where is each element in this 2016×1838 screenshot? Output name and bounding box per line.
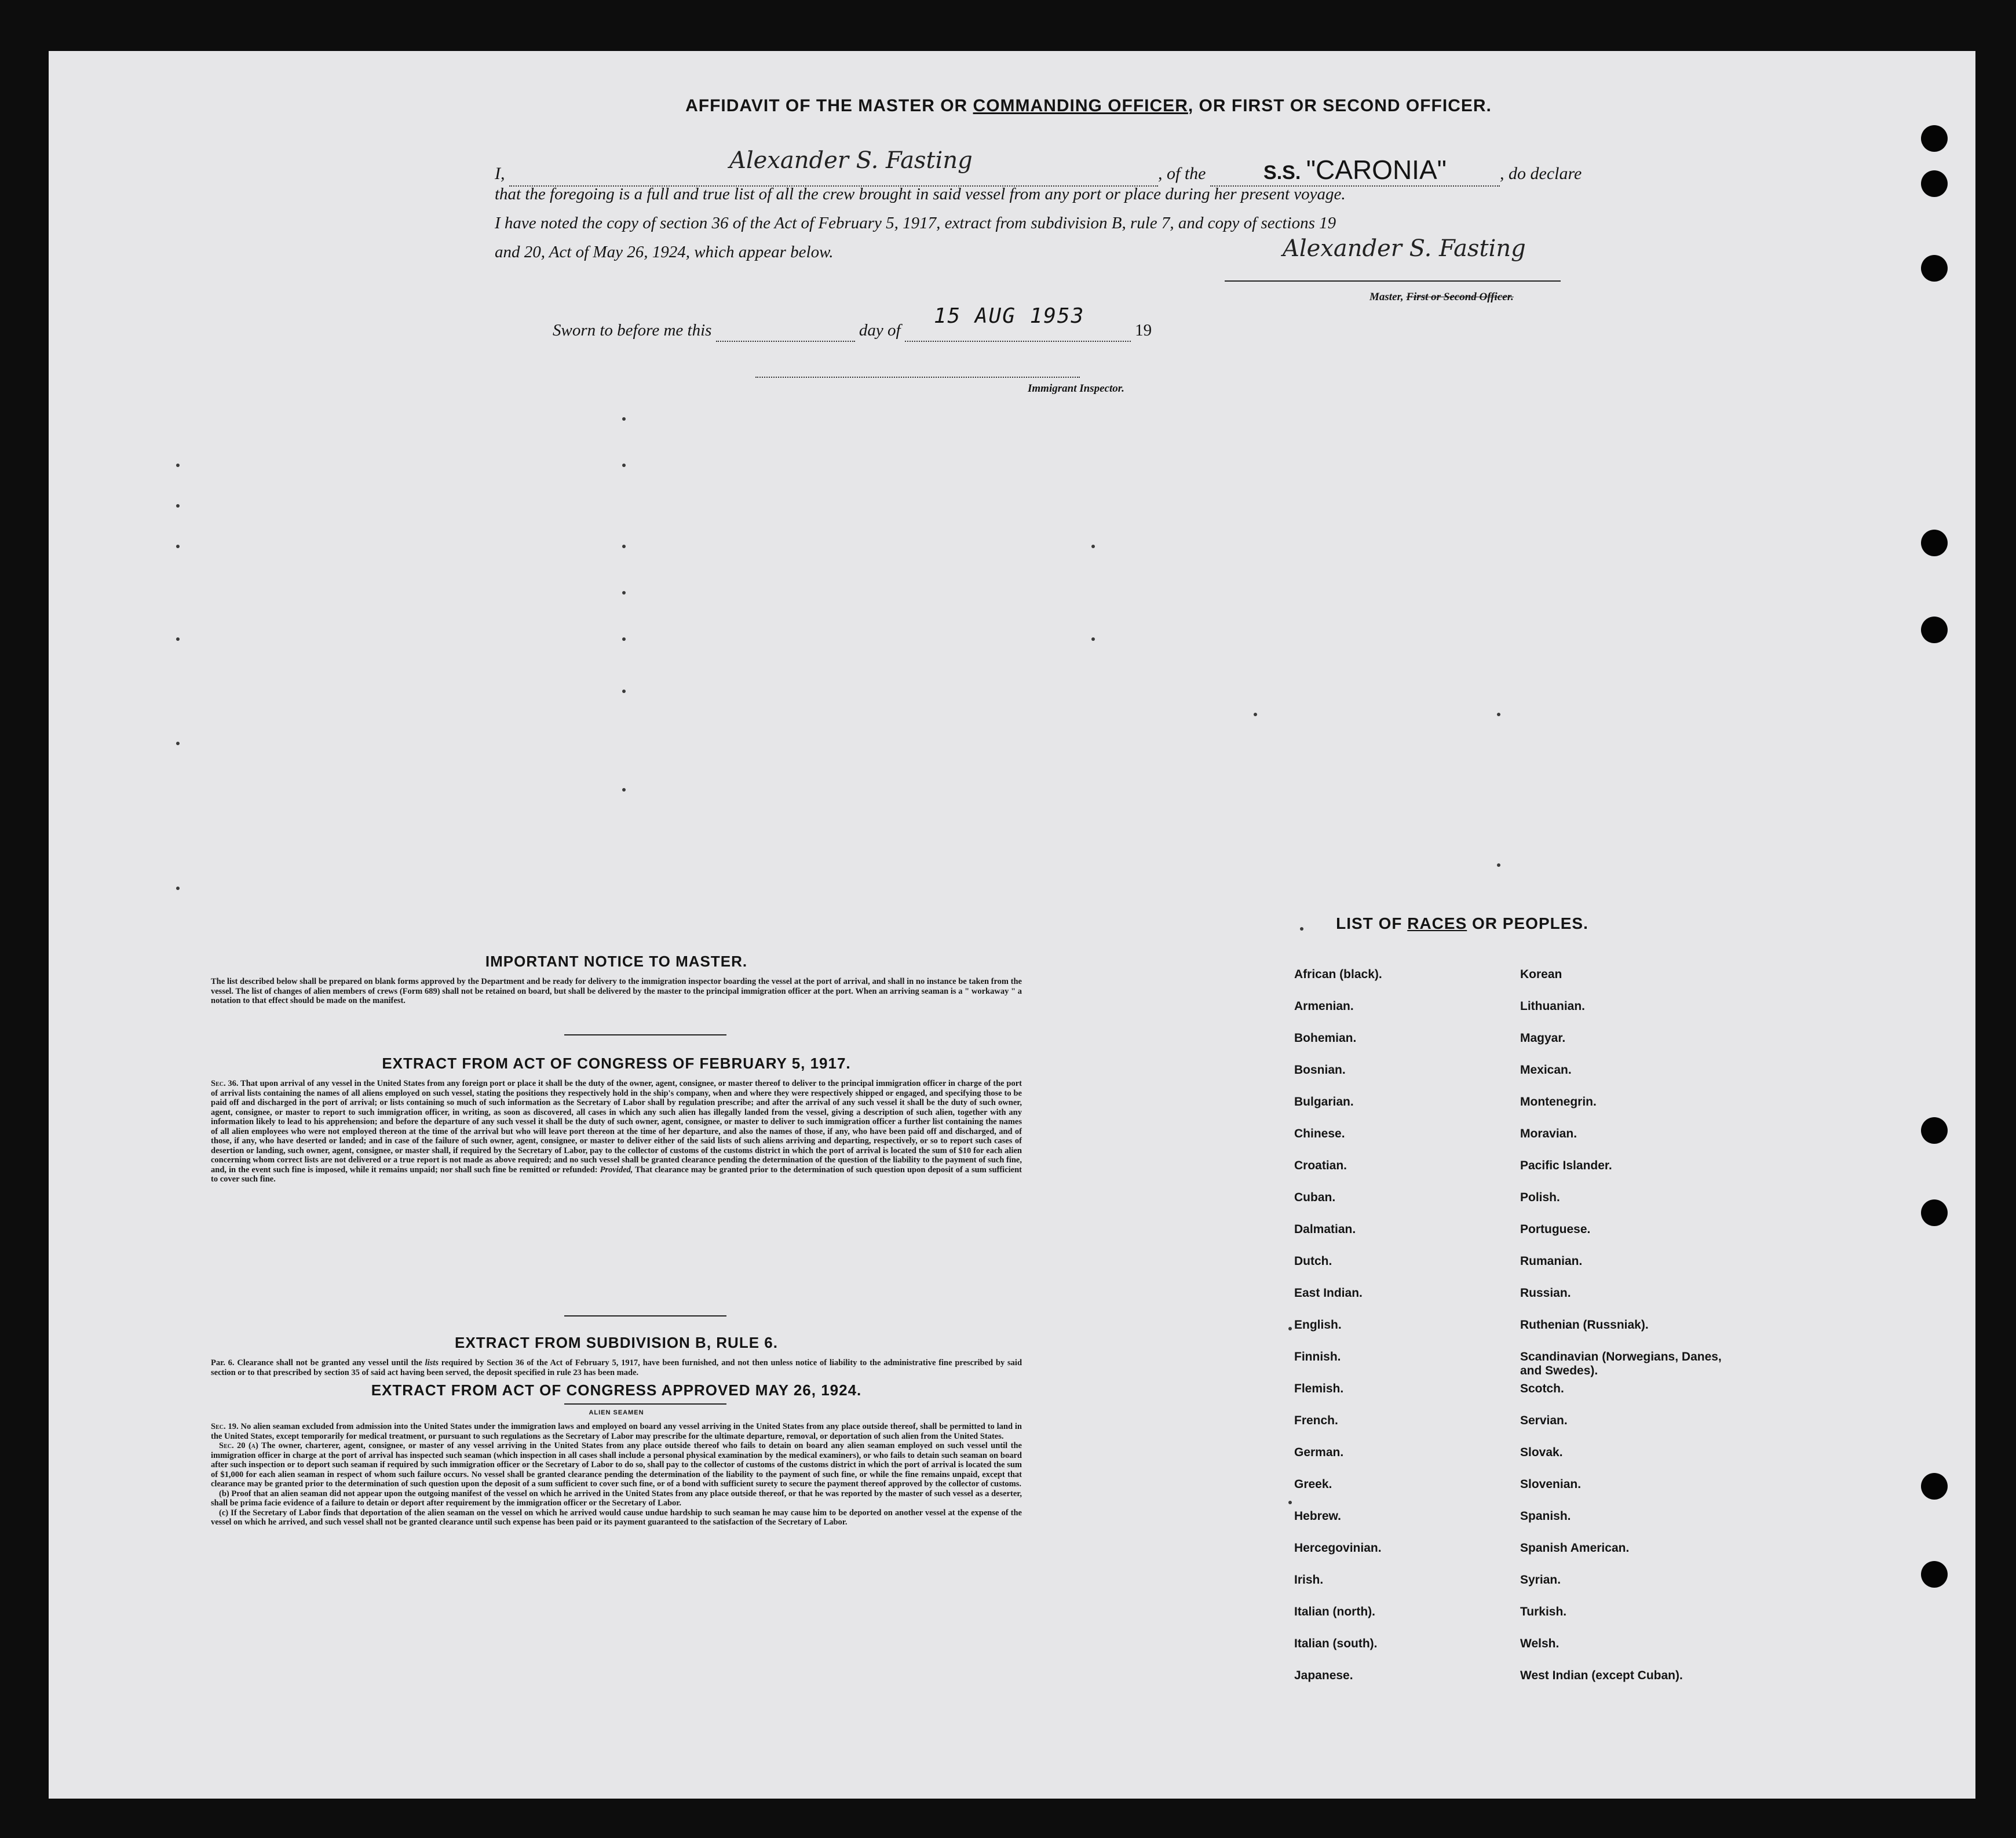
section-label: Sec. 19. [211,1422,239,1431]
i-prefix: I, [495,164,505,183]
stray-dot [622,417,626,421]
master-signature-bottom: Alexander S. Fasting [1283,235,1526,262]
race-item: Chinese. [1294,1127,1345,1140]
sworn-date-field [905,304,1131,342]
races-title [1312,914,1613,933]
clause-label: (b) [219,1489,229,1498]
race-item: Polish. [1520,1191,1560,1204]
race-item: Magyar. [1520,1031,1566,1045]
extract-1917-text [211,1079,1022,1184]
punch-hole [1921,1473,1948,1500]
section-body: No alien seaman excluded from admission into the United States under the immigration laws and employed on board any vessel arriving in the United States from any place outside thereof, shall be permitted to land in the United States, except temporarily for medical treatment, or pursuant to such regulations as the Secretary of Labor may prescribe for the ultimate departure, removal, or deportation of such alien from the United States. [211,1422,1022,1441]
stray-dot [176,887,180,890]
lists-word: lists [425,1358,439,1367]
race-item: Mexican. [1520,1063,1572,1077]
master-caption-text: Master, [1369,291,1404,303]
stray-dot [622,464,626,467]
race-item: Italian (north). [1294,1605,1375,1618]
races-title-part: OR PEOPLES. [1467,914,1588,932]
race-item: Pacific Islander. [1520,1159,1612,1172]
extract-1924-text [211,1422,1022,1527]
year-suffix: 19 [1135,321,1152,340]
race-item: Scandinavian (Norwegians, Danes, and Swedes). [1520,1350,1722,1377]
proviso-word: Provided, [600,1165,633,1175]
race-item: West Indian (except Cuban). [1520,1669,1683,1682]
race-item: German. [1294,1446,1344,1459]
section-divider [564,1034,726,1035]
race-item: Turkish. [1520,1605,1567,1618]
race-item: Dalmatian. [1294,1223,1356,1236]
punch-hole [1921,1199,1948,1226]
race-item: Italian (south). [1294,1637,1378,1650]
clause-label: (c) [219,1508,229,1518]
race-item: Moravian. [1520,1127,1577,1140]
manifest-back-page [49,51,1975,1799]
of-the-label: , of the [1158,164,1206,183]
race-item: Irish. [1294,1573,1324,1587]
race-item: Servian. [1520,1414,1568,1427]
par-text-b: required by Section 36 of the Act of February 5, 1917, have been furnished, and not then unless notice of liability to the administrative fine prescribed by said section or to that prescribed by section 35 of said act having been served, the deposit specified in rule 23 has been made. [211,1358,1022,1377]
race-item: Greek. [1294,1478,1332,1491]
affidavit-body-line: I have noted the copy of section 36 of the Act of February 5, 1917, extract from subdivision B, rule 7, and copy of sections 19 [495,214,1336,232]
ship-prefix: S.S. [1263,162,1301,184]
master-signature-top: Alexander S. Fasting [729,147,973,174]
race-item: Spanish American. [1520,1541,1630,1555]
stray-dot [176,637,180,641]
races-title-underlined: RACES [1407,914,1467,932]
stray-dot [622,591,626,595]
section-20a-paragraph [211,1441,1022,1489]
punch-hole [1921,125,1948,152]
race-item: Dutch. [1294,1254,1332,1268]
race-item: Rumanian. [1520,1254,1583,1268]
stray-dot [176,545,180,548]
race-item: Montenegrin. [1520,1095,1597,1108]
stray-dot [1288,1327,1292,1330]
race-item: Cuban. [1294,1191,1336,1204]
race-item: Bosnian. [1294,1063,1346,1077]
race-item: Portuguese. [1520,1223,1591,1236]
stray-dot [1091,637,1095,641]
race-item: Finnish. [1294,1350,1341,1363]
punch-hole [1921,1117,1948,1144]
race-item: Russian. [1520,1286,1571,1300]
affidavit-title-part: , OR FIRST OR SECOND OFFICER. [1188,96,1492,115]
sworn-line [553,304,1306,342]
sworn-day-field [716,322,855,342]
master-caption [1369,291,1514,304]
race-item: Syrian. [1520,1573,1561,1587]
extract-1924-title: EXTRACT FROM ACT OF CONGRESS APPROVED MAY 26, 1924. [371,1381,862,1399]
affidavit-title-underlined: COMMANDING OFFICER [973,96,1188,115]
race-item: Slovak. [1520,1446,1563,1459]
notice-text: The list described below shall be prepared on blank forms approved by the Department and be ready for delivery to the immigration inspector boarding the vessel at the port of arrival, and shall in no instance be taken from the vessel. The list of changes of alien members of crews (Form 689) shall not be retained on board, but shall be delivered by the master to the principal immigration officer at the port. When an arriving seaman is a " workaway " a notation to that effect should be made on the manifest. [211,977,1022,1005]
section-divider [564,1403,726,1405]
affidavit-title-part: AFFIDAVIT OF THE MASTER OR [685,96,973,115]
stray-dot [1300,927,1303,931]
punch-hole [1921,530,1948,556]
race-item: Spanish. [1520,1509,1571,1523]
affidavit-body-line: and 20, Act of May 26, 1924, which appear below. [495,243,834,261]
races-right-column [1520,968,1763,1701]
race-item: Welsh. [1520,1637,1560,1650]
punch-hole [1921,617,1948,643]
section-19-paragraph [211,1422,1022,1441]
stray-dot [622,545,626,548]
section-body: If the Secretary of Labor finds that deportation of the alien seaman on the vessel on which he arrived would cause undue hardship to such seaman he may cause him to be deported on another vessel at the expense of the vessel on which he arrived, and such vessel shall not be granted clearance until such expense has been paid or its payment guaranteed to the satisfaction of the Secretary of Labor. [211,1508,1022,1527]
stray-dot [622,637,626,641]
section-20c-paragraph [211,1508,1022,1527]
section-20b-paragraph [211,1489,1022,1508]
race-item: Bulgarian. [1294,1095,1354,1108]
section-label: Sec. 36. [211,1079,239,1088]
extract-1917-title: EXTRACT FROM ACT OF CONGRESS OF FEBRUARY 5, 1917. [382,1055,851,1072]
section-divider [564,1315,726,1316]
race-item: French. [1294,1414,1338,1427]
race-item: Bohemian. [1294,1031,1357,1045]
stray-dot [176,464,180,467]
race-item: East Indian. [1294,1286,1363,1300]
stray-dot [176,742,180,745]
section-body: That upon arrival of any vessel in the United States from any foreign port or place it shall be the duty of the owner, agent, consignee, or master thereof to deliver to the principal immigration officer in charge of the port of arrival lists containing the names of all aliens employed on such vessel, stating the positions they respectively hold in the ship's company, when and where they were respectively shipped or engaged, and specifying those to be paid off and discharged in the port of arrival; or lists containing so much of such information as the Secretary of Labor shall by regulation prescribe; and after the arrival of any such vessel it shall be the duty of such owner, agent, consignee, or master to report to such immigration officer, in writing, as soon as discovered, all cases in which any such alien has illegally landed from the vessel, giving a description of such alien, together with any information likely to lead to his apprehension; and before the departure of any such vessel it shall be the duty of such owner, agent, consignee, or master to deliver to such immigration officer a further list containing the names of all alien employees who were not employed thereon at the time of the arrival but who will leave port thereon at the time of her departure, and also the names of those, if any, who have been paid off and discharged, and of those, if any, who have deserted or landed; and in case of the failure of such owner, agent, consignee, or master to deliver either of the said lists of such aliens arriving and departing, respectively, or so to report such cases of desertion or landing, such owner, agent, consignee, or master shall, if required by the Secretary of Labor, pay to the collector of customs of the customs district in which the port of arrival is located the sum of $10 for each alien concerning whom correct lists are not delivered or a true report is not made as above required; and no such vessel shall be granted clearance pending the determination of the question of the liability to the payment of such fine, and, in the event such fine is imposed, while it remains unpaid; nor shall such fine be remitted or refunded: [211,1079,1022,1175]
alien-seamen-subhead: ALIEN SEAMEN [589,1409,644,1416]
race-item: Hercegovinian. [1294,1541,1382,1555]
struck-officer-text: First or Second Officer. [1406,291,1514,303]
punch-hole [1921,255,1948,282]
signature-line [1225,280,1561,282]
race-item: African (black). [1294,968,1382,981]
race-item: English. [1294,1318,1342,1332]
inspector-caption: Immigrant Inspector. [1028,382,1124,395]
stray-dot [622,788,626,792]
section-label: Sec. 20 (a) [219,1441,258,1450]
ship-name: "CARONIA" [1306,155,1447,185]
races-left-column [1294,968,1382,1701]
race-item: Croatian. [1294,1159,1347,1172]
race-item: Hebrew. [1294,1509,1341,1523]
race-item: Lithuanian. [1520,1000,1585,1013]
sworn-prefix: Sworn to before me this [553,321,712,340]
race-item: Ruthenian (Russniak). [1520,1318,1649,1332]
stray-dot [1288,1501,1292,1504]
subdivision-b-text [211,1358,1022,1377]
notice-title: IMPORTANT NOTICE TO MASTER. [485,953,748,970]
section-body: Proof that an alien seaman did not appear upon the outgoing manifest of the vessel on which he arrived in the United States from any place outside thereof, or that he was reported by the master of such vessel as a deserter, shall be prima facie evidence of a failure to detain or deport after requirement by the immigration officer or the Secretary of Labor. [211,1489,1022,1508]
stray-dot [622,690,626,693]
stray-dot [1497,713,1500,716]
stray-dot [1091,545,1095,548]
punch-hole [1921,1561,1948,1588]
race-item: Armenian. [1294,1000,1354,1013]
affidavit-body-line: that the foregoing is a full and true list of all the crew brought in said vessel from any port or place during her present voyage. [495,185,1346,203]
races-title-part: LIST OF [1336,914,1408,932]
section-body: The owner, charterer, agent, consignee, or master of any vessel arriving in the United States from any place outside thereof who fails to detain on board any alien seaman employed on such vessel until the immigration officer in charge at the port of arrival has inspected such seaman (which inspection in all cases shall include a personal physical examination by the medical examiners), or who fails to detain such seaman on board after such inspection or to deport such seaman if required by such immigration officer or the Secretary of Labor to do so, shall pay to the collector of customs of the customs district in which the port of arrival is located the sum of $1,000 for each alien seaman in respect of whom such failure occurs. No vessel shall be granted clearance pending the determination of the liability to the payment of such fine, or while the fine remains unpaid, except that clearance may be granted prior to the determination of such question upon the deposit of a sum sufficient to cover such fine, or of a bond with sufficient surety to secure the payment thereof approved by the collector of customs. [211,1441,1022,1489]
stray-dot [1497,863,1500,867]
day-of-label: day of [859,321,901,340]
subdivision-b-title: EXTRACT FROM SUBDIVISION B, RULE 6. [455,1334,778,1351]
proviso-text: That clearance may be granted prior to the determination of such question upon deposit of a sum sufficient to cover such fine. [211,1165,1022,1184]
punch-hole [1921,170,1948,197]
race-item: Scotch. [1520,1382,1564,1395]
stray-dot [176,504,180,508]
race-item: Korean [1520,968,1562,981]
stray-dot [1254,713,1257,716]
race-item: Japanese. [1294,1669,1353,1682]
race-item: Flemish. [1294,1382,1344,1395]
race-item: Slovenian. [1520,1478,1582,1491]
date-stamp: 15 AUG 1953 [933,304,1085,328]
par-label: Par. 6. [211,1358,235,1367]
par-text-a: Clearance shall not be granted any vessel until the [237,1358,422,1367]
affidavit-title [640,96,1537,116]
inspector-line [755,377,1080,378]
do-declare-label: , do declare [1500,164,1582,183]
